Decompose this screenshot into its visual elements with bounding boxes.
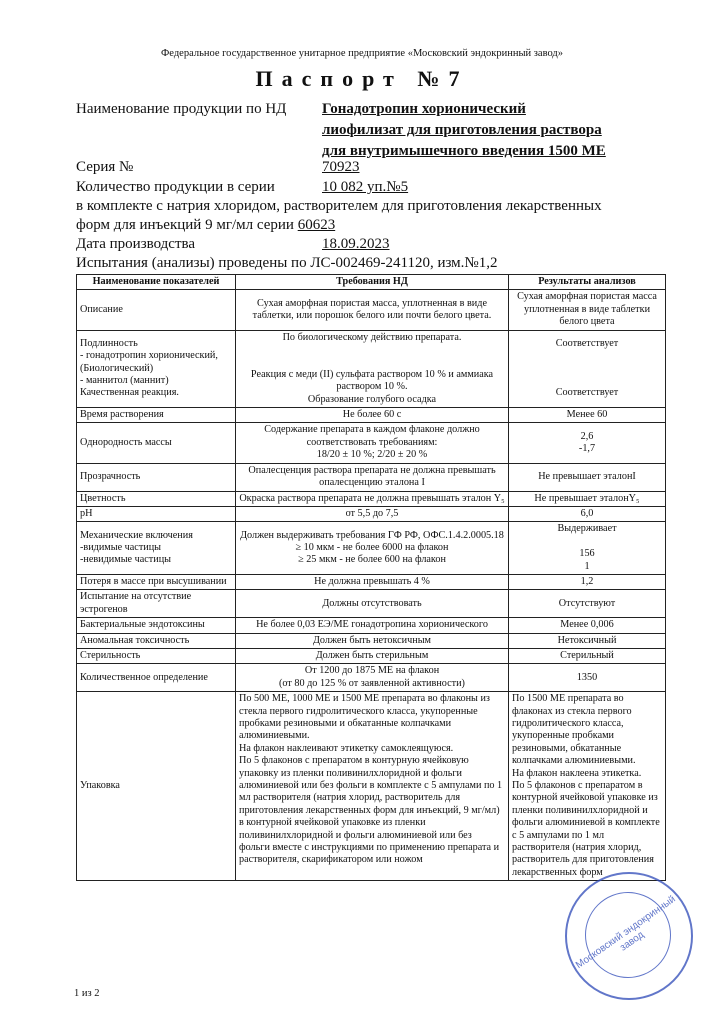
row-requirement: По 500 МЕ, 1000 МЕ и 1500 МЕ препарата во флаконы из стекла первого гидролитического класса, укупоренные пробками резиновыми и обкатанные колпачками алюминиевыми. На флакон наклеивают этикетку самоклеящуюся. По 5 флаконов с препаратом в контурную ячейковую упаковку из пленки поливинилхлоридной и фольги алюминиевой или без фольги в комплекте с 5 ампулами по 1 мл растворителя (натрия хлорид, растворитель для приготовления лекарственных форм для инъекций, 9 мг/мл) в контурной ячейковой упаковке из пленки поливинилхлоридной и фольги алюминиевой или без фольги вместе с инструкциями по применению препарата и растворителя, скарификатором или ножом [236,692,509,881]
row-name: Цветность [77,491,236,506]
row-result: 2,6 -1,7 [509,423,666,463]
row-result: Выдерживает 156 1 [509,522,666,575]
row-result: 1350 [509,664,666,692]
row-name: Потеря в массе при высушивании [77,574,236,589]
row-result: Не превышает эталонI [509,463,666,491]
row-name: Подлинность - гонадотропин хорионический, (Биологический) - маннитол (маннит) Качественная реакция. [77,330,236,407]
row-requirement: Содержание препарата в каждом флаконе должно соответствовать требованиям: 18/20 ± 10 %; 2/20 ± 20 % [236,423,509,463]
table-row [77,408,666,423]
organization-header: Федеральное государственное унитарное предприятие «Московский эндокринный завод» [161,48,563,59]
row-requirement: Не должна превышать 4 % [236,574,509,589]
table-row [77,574,666,589]
row-result: Стерильный [509,648,666,663]
page-number: 1 из 2 [74,988,100,999]
row-result: 6,0 [509,506,666,521]
series-label: Серия № [76,159,134,175]
table-row [77,648,666,663]
complete-line-2-prefix: форм для инъекций 9 мг/мл серии [76,217,298,233]
row-requirement: Опалесценция раствора препарата не должна превышать опалесценцию эталона I [236,463,509,491]
header-name: Наименование показателей [77,275,236,290]
complete-line-2 [76,216,335,235]
table-row [77,506,666,521]
row-name: Описание [77,290,236,330]
row-name: Время растворения [77,408,236,423]
stamp-text: Московский эндокринный завод [573,893,678,972]
table-row [77,618,666,633]
complete-line-1: в комплекте с натрия хлоридом, растворителем для приготовления лекарственных [76,198,602,214]
row-name: pH [77,506,236,521]
row-result: Менее 0,006 [509,618,666,633]
row-result: Соответствует Соответствует [509,330,666,407]
table-row [77,633,666,648]
row-requirement: От 1200 до 1875 МЕ на флакон (от 80 до 125 % от заявленной активности) [236,664,509,692]
row-name: Однородность массы [77,423,236,463]
table-row [77,330,666,407]
row-result: Нетоксичный [509,633,666,648]
tests-line: Испытания (анализы) проведены по ЛС-002469-241120, изм.№1,2 [76,255,498,271]
table-row [77,664,666,692]
row-requirement: Должен выдерживать требования ГФ РФ, ОФС.1.4.2.0005.18 ≥ 10 мкм - не более 6000 на флакон ≥ 25 мкм - не более 600 на флакон [236,522,509,575]
solvent-series: 60623 [297,217,336,233]
table-row [77,463,666,491]
row-requirement: Не более 60 с [236,408,509,423]
row-requirement: Сухая аморфная пористая масса, уплотненная в виде таблетки, или порошок белого или почти белого цвета. [236,290,509,330]
row-name: Упаковка [77,692,236,881]
header-results: Результаты анализов [509,275,666,290]
row-result: Отсутствуют [509,590,666,618]
table-row [77,692,666,881]
production-date-label: Дата производства [76,236,196,252]
specification-table [76,274,666,881]
row-name: Количественное определение [77,664,236,692]
row-result: Сухая аморфная пористая масса уплотненная в виде таблетки белого цвета [509,290,666,330]
product-label: Наименование продукции по НД [76,101,287,117]
table-row [77,590,666,618]
table-row [77,491,666,506]
row-name: Прозрачность [77,463,236,491]
row-requirement: Должны отсутствовать [236,590,509,618]
quantity-value: 10 082 уп.№5 [322,179,409,195]
quantity-label: Количество продукции в серии [76,179,275,195]
series-value: 70923 [322,159,360,175]
row-requirement: Не более 0,03 ЕЭ/МЕ гонадотропина хорионического [236,618,509,633]
row-name: Аномальная токсичность [77,633,236,648]
row-requirement: Должен быть стерильным [236,648,509,663]
production-date-value: 18.09.2023 [322,236,390,252]
table-body [77,290,666,881]
product-name-line-1: Гонадотропин хорионический [322,101,526,117]
row-requirement: Должен быть нетоксичным [236,633,509,648]
row-name: Стерильность [77,648,236,663]
table-header-row [77,275,666,290]
row-result: Менее 60 [509,408,666,423]
row-result: 1,2 [509,574,666,589]
row-name: Механические включения -видимые частицы -невидимые частицы [77,522,236,575]
product-name-line-2: лиофилизат для приготовления раствора [322,122,602,138]
document-title: Паспорт №7 [255,66,469,91]
table-row [77,290,666,330]
row-result: Не превышает эталонY₅ [509,491,666,506]
table-row [77,423,666,463]
row-name: Бактериальные эндотоксины [77,618,236,633]
row-name: Испытание на отсутствие эстрогенов [77,590,236,618]
table-row [77,522,666,575]
product-name-line-3: для внутримышечного введения 1500 МЕ [322,143,606,159]
row-requirement: от 5,5 до 7,5 [236,506,509,521]
header-requirements: Требования НД [236,275,509,290]
official-stamp [565,872,693,1000]
row-result: По 1500 МЕ препарата во флаконах из стекла первого гидролитического класса, укупоренные пробками резиновыми, обкатанные колпачками алюминиевыми. На флакон наклеена этикетка. По 5 флаконов с препаратом в контурной ячейковой упаковке из пленки поливинилхлоридной и фольги алюминиевой в комплекте с 5 ампулами по 1 мл растворителя (натрия хлорид, растворитель для приготовления лекарственных форм [509,692,666,881]
row-requirement: Окраска раствора препарата не должна превышать эталон Y₅ [236,491,509,506]
row-requirement: По биологическому действию препарата. Реакция с меди (II) сульфата раствором 10 % и аммиака раствором 10 %. Образование голубого осадка [236,330,509,407]
